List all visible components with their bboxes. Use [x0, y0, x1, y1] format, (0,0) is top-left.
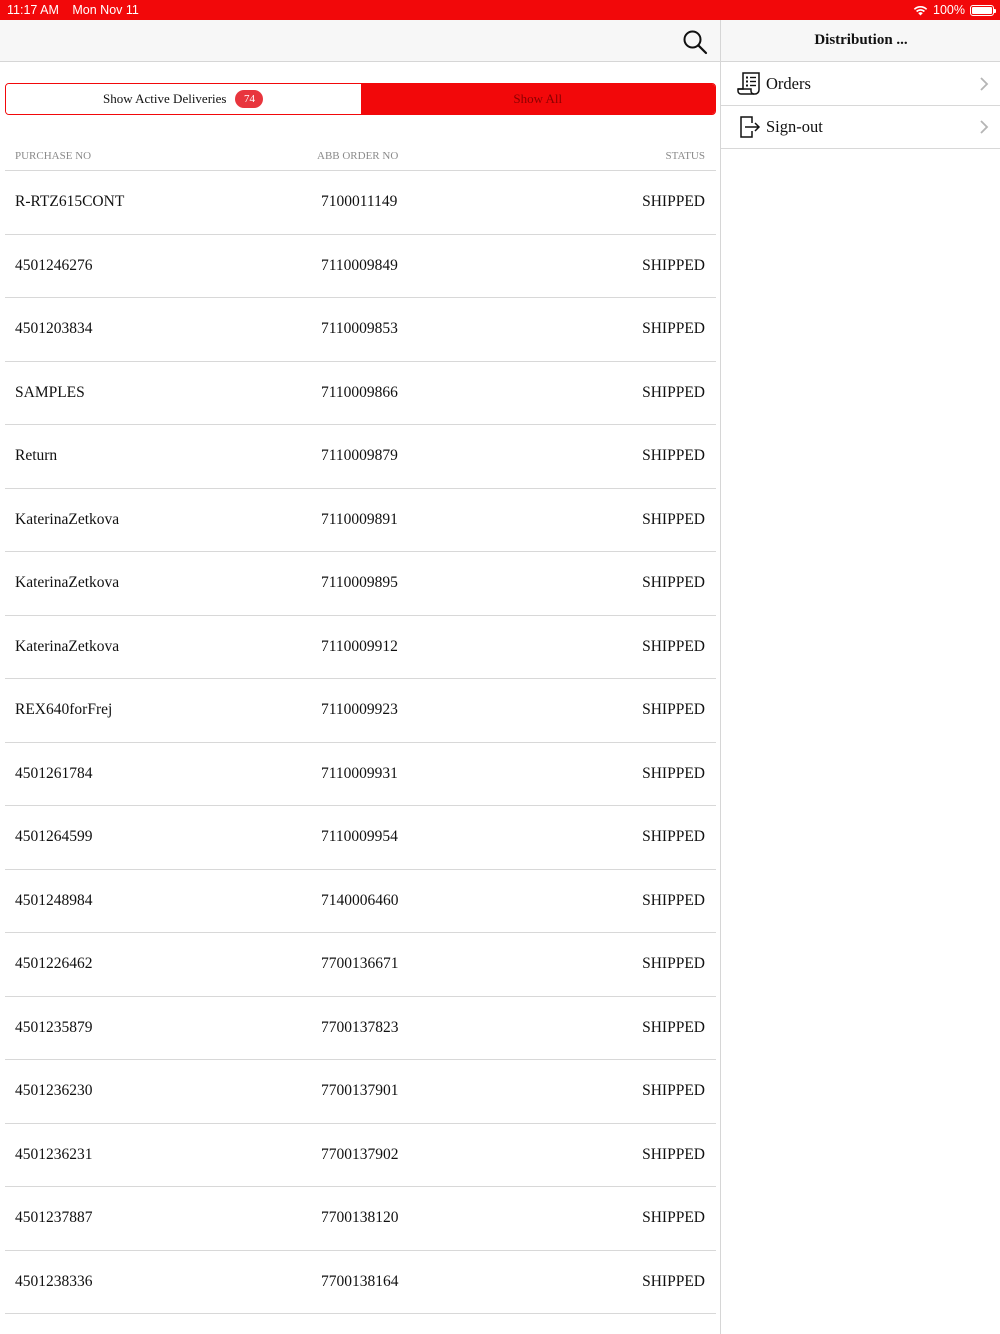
purchase-no-cell: KaterinaZetkova — [15, 637, 120, 655]
table-row[interactable] — [5, 743, 716, 807]
menu-item-sign-out-label: Sign-out — [766, 117, 823, 136]
delivery-filter-segmented-control — [5, 83, 716, 115]
status-cell: SHIPPED — [642, 828, 705, 845]
search-icon — [681, 28, 709, 56]
status-bar-right — [913, 3, 994, 17]
abb-order-no-cell: 7110009895 — [321, 574, 398, 591]
abb-order-no-cell: 7700138120 — [321, 1209, 399, 1226]
table-row[interactable] — [5, 933, 716, 997]
status-cell: SHIPPED — [642, 383, 705, 401]
purchase-no-cell: 4501203834 — [15, 320, 93, 337]
purchase-no-cell: 4501237887 — [15, 1209, 93, 1226]
table-row[interactable] — [5, 425, 716, 489]
status-date: Mon Nov 11 — [72, 3, 139, 17]
abb-order-no-cell: 7110009891 — [321, 510, 398, 528]
table-row[interactable] — [5, 489, 716, 553]
show-active-deliveries-tab[interactable] — [6, 84, 361, 114]
abb-order-no-cell: 7110009866 — [321, 383, 398, 401]
purchase-no-cell: R-RTZ615CONT — [15, 193, 125, 210]
header-purchase-no: PURCHASE NO — [15, 150, 92, 162]
purchase-no-cell: 4501226462 — [15, 955, 93, 972]
status-cell: SHIPPED — [642, 891, 705, 909]
abb-order-no-cell: 7110009849 — [321, 256, 398, 274]
status-cell: SHIPPED — [642, 1209, 705, 1226]
table-row[interactable] — [5, 1251, 716, 1315]
purchase-no-cell: 4501235879 — [15, 1018, 93, 1036]
table-column-headers — [0, 150, 720, 170]
status-cell: SHIPPED — [642, 637, 705, 655]
status-cell: SHIPPED — [642, 1082, 705, 1099]
purchase-no-cell: 4501236231 — [15, 1145, 93, 1163]
table-row[interactable] — [5, 870, 716, 934]
status-cell: SHIPPED — [642, 447, 705, 464]
status-cell: SHIPPED — [642, 510, 705, 528]
abb-order-no-cell: 7100011149 — [321, 193, 398, 210]
purchase-no-cell: REX640forFrej — [15, 701, 113, 718]
abb-order-no-cell: 7110009853 — [321, 320, 398, 337]
side-title: Distribution ... — [814, 32, 908, 48]
table-row[interactable] — [5, 997, 716, 1061]
show-all-label: Show All — [513, 91, 563, 106]
header-abb-order-no: ABB ORDER NO — [317, 150, 399, 162]
table-row[interactable] — [5, 616, 716, 680]
table-row[interactable] — [5, 362, 716, 426]
abb-order-no-cell: 7140006460 — [321, 891, 399, 909]
status-time: 11:17 AM — [7, 3, 59, 17]
abb-order-no-cell: 7700137901 — [321, 1082, 399, 1099]
purchase-no-cell: Return — [15, 447, 58, 464]
purchase-no-cell: KaterinaZetkova — [15, 574, 120, 591]
abb-order-no-cell: 7700138164 — [321, 1272, 399, 1290]
chevron-right-icon — [979, 119, 989, 135]
abb-order-no-cell: 7110009879 — [321, 447, 398, 464]
status-cell: SHIPPED — [642, 1145, 705, 1163]
side-menu — [721, 63, 1000, 149]
status-cell: SHIPPED — [642, 320, 705, 337]
table-row[interactable] — [5, 171, 716, 235]
header-status: STATUS — [665, 150, 705, 162]
side-navbar — [721, 20, 1000, 62]
main-navbar — [0, 20, 720, 62]
purchase-no-cell: 4501264599 — [15, 828, 93, 845]
status-cell: SHIPPED — [642, 1272, 705, 1290]
status-cell: SHIPPED — [642, 955, 705, 972]
table-row[interactable] — [5, 679, 716, 743]
purchase-no-cell: 4501248984 — [15, 891, 93, 909]
abb-order-no-cell: 7700136671 — [321, 955, 399, 972]
side-pane — [720, 20, 1000, 1334]
abb-order-no-cell: 7110009931 — [321, 764, 398, 782]
abb-order-no-cell: 7110009923 — [321, 701, 398, 718]
orders-table — [5, 171, 716, 1314]
purchase-no-cell: 4501246276 — [15, 256, 93, 274]
menu-item-orders[interactable] — [721, 63, 1000, 106]
wifi-icon — [913, 5, 928, 16]
battery-percent: 100% — [933, 3, 965, 17]
abb-order-no-cell: 7110009954 — [321, 828, 398, 845]
status-bar-left — [7, 3, 139, 17]
status-bar — [0, 0, 1000, 20]
status-cell: SHIPPED — [642, 256, 705, 274]
menu-item-orders-label: Orders — [766, 74, 811, 93]
purchase-no-cell: 4501236230 — [15, 1082, 93, 1099]
table-row[interactable] — [5, 298, 716, 362]
purchase-no-cell: SAMPLES — [15, 383, 85, 401]
status-cell: SHIPPED — [642, 574, 705, 591]
status-cell: SHIPPED — [642, 701, 705, 718]
active-deliveries-count-badge: 74 — [235, 90, 263, 108]
search-button[interactable] — [681, 28, 709, 56]
status-cell: SHIPPED — [642, 764, 705, 782]
show-all-tab[interactable] — [361, 84, 716, 114]
table-row[interactable] — [5, 552, 716, 616]
table-row[interactable] — [5, 235, 716, 299]
abb-order-no-cell: 7110009912 — [321, 637, 398, 655]
purchase-no-cell: 4501261784 — [15, 764, 93, 782]
menu-item-sign-out[interactable] — [721, 106, 1000, 149]
chevron-right-icon — [979, 76, 989, 92]
purchase-no-cell: KaterinaZetkova — [15, 510, 120, 528]
abb-order-no-cell: 7700137902 — [321, 1145, 399, 1163]
sign-out-icon — [737, 114, 763, 140]
purchase-no-cell: 4501238336 — [15, 1272, 93, 1290]
abb-order-no-cell: 7700137823 — [321, 1018, 399, 1036]
show-active-deliveries-label: Show Active Deliveries — [103, 91, 227, 106]
battery-icon — [970, 5, 994, 16]
table-row[interactable] — [5, 1124, 716, 1188]
status-cell: SHIPPED — [642, 1018, 705, 1036]
status-cell: SHIPPED — [642, 193, 705, 210]
table-row[interactable] — [5, 1187, 716, 1251]
table-row[interactable] — [5, 1060, 716, 1124]
orders-list-icon — [737, 71, 763, 97]
table-row[interactable] — [5, 806, 716, 870]
main-pane — [0, 20, 720, 1334]
